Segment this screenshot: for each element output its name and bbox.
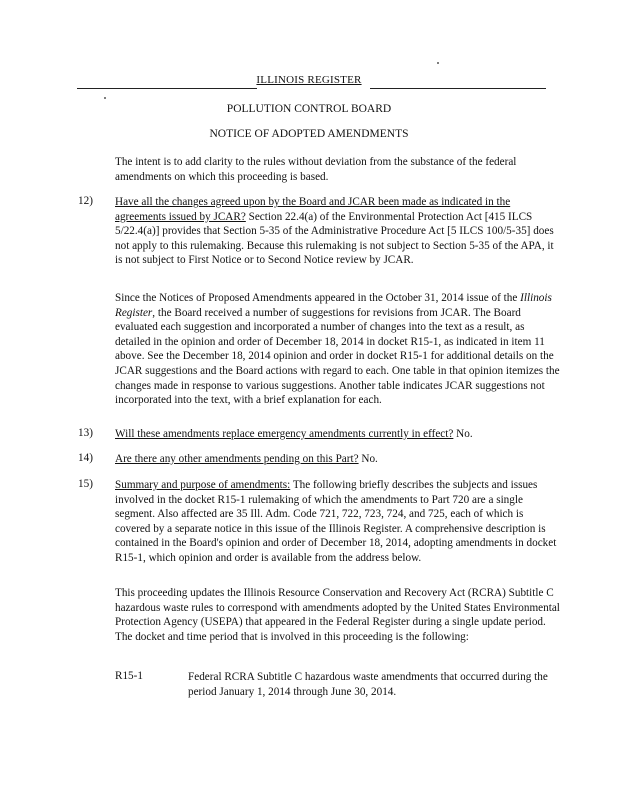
intro-paragraph: The intent is to add clarity to the rules without deviation from the substance of the federal amendments on which this proceeding is based. (115, 156, 517, 183)
item-12-question: Have all the changes agreed upon by the Board and JCAR been made as indicated in the agreements issued by JCAR? (115, 196, 511, 223)
item-13-paragraph: Will these amendments replace emergency amendments currently in effect? No. (115, 428, 473, 440)
docket-id: R15-1 (115, 670, 143, 682)
item-15-rcra-paragraph: This proceeding updates the Illinois Resource Conservation and Recovery Act (RCRA) Subtitle C hazardous waste rules to correspond with amendments adopted by the United States Environmental Protection Agency (USEPA) that appeared in the Federal Register during a single update period. The docket and time period that is involved in this proceeding is the following: (115, 587, 560, 643)
header-rule-left (77, 88, 257, 89)
item-15-number: 15) (78, 478, 93, 490)
illinois-register-italic: Illinois Register (115, 292, 552, 319)
item-12-jcar-paragraph: Since the Notices of Proposed Amendments appeared in the October 31, 2014 issue of the Illinois Register, the Board received a number of suggestions for revisions from JCAR. The Board evaluated each suggestion and incorporated a number of changes into the text as a result, as detailed in the opinion and order of December 18, 2014 in docket R15-1, as indicated in item 11 above. See the December 18, 2014 opinion and order in docket R15-1 for additional details on the JCAR suggestions and the Board actions with regard to each. One table in that opinion itemizes the changes made in response to various suggestions. Another table indicates JCAR suggestions not incorporated into the text, with a brief explanation for each. (115, 292, 560, 407)
scan-speck (437, 62, 439, 64)
item-15-heading: Summary and purpose of amendments: (115, 479, 291, 491)
docket-description: Federal RCRA Subtitle C hazardous waste amendments that occurred during the period January 1, 2014 through June 30, 2014. (188, 671, 548, 698)
item-14-number: 14) (78, 452, 93, 464)
header-rule-right (370, 88, 546, 89)
item-14-question: Are there any other amendments pending on this Part? (115, 453, 359, 465)
notice-title: NOTICE OF ADOPTED AMENDMENTS (209, 128, 409, 140)
item-12-number: 12) (78, 195, 93, 207)
scan-speck (104, 97, 106, 99)
item-13-number: 13) (78, 427, 93, 439)
item-14-paragraph: Are there any other amendments pending on this Part? No. (115, 453, 378, 465)
item-15-paragraph: Summary and purpose of amendments: The following briefly describes the subjects and issues involved in the docket R15-1 rulemaking of which the amendments to Part 720 are a single segment. Also affected are 35 Ill. Adm. Code 721, 722, 723, 724, and 725, each of which is covered by a separate notice in this issue of the Illinois Register. A comprehensive description is contained in the Board's opinion and order of December 18, 2014, adopting amendments in docket R15-1, which opinion and order is available from the address below. (115, 479, 557, 564)
item-13-question: Will these amendments replace emergency amendments currently in effect? (115, 428, 454, 440)
register-title: ILLINOIS REGISTER (256, 74, 362, 86)
board-name: POLLUTION CONTROL BOARD (226, 103, 392, 115)
item-12-paragraph (115, 195, 561, 268)
item-12-answer: Section 22.4(a) of the Environmental Protection Act [415 ILCS 5/22.4(a)] provides that Section 5-35 of the Administrative Procedure Act [5 ILCS 100/5-35] does not apply to this rulemaking. Because this rulemaking is not subject to Section 5-35 of the APA, it is not subject to First Notice or to Second Notice review by JCAR. (115, 210, 554, 267)
